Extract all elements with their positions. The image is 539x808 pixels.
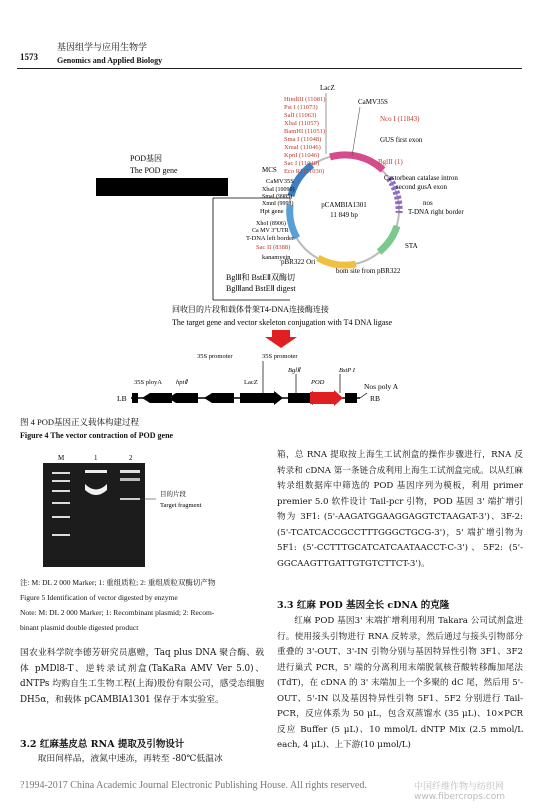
lane-2-label: 2 — [129, 454, 133, 462]
plasmid-sta-segment — [379, 226, 397, 252]
pod-gene-block — [96, 178, 228, 196]
plasmid-size: 11 849 bp — [330, 211, 358, 219]
figure4-caption-cn: 图 4 POD基因正义载体构建过程 — [20, 417, 140, 427]
enzyme-10: Eco RI (11030) — [284, 168, 325, 175]
plasmid-mcs-segment — [330, 155, 383, 170]
target-fragment-cn: 目的片段 — [160, 491, 186, 498]
lane2-band-top — [120, 470, 140, 473]
digest-label-en: BglⅡand BstEⅡ digest — [226, 284, 296, 293]
xhoi-label: XhoI (8906) — [256, 221, 286, 227]
copyright-footer: ?1994-2017 China Academic Journal Electronic Publishing House. All rights reserved. — [20, 780, 367, 791]
page-number: 1573 — [20, 52, 38, 62]
figure5-notes — [20, 575, 270, 635]
enzyme-3: SalI (11063) — [284, 112, 317, 119]
left-paragraph-2: 取田间样品，液氮中速冻，再转至 -80℃低温冰 — [37, 754, 223, 764]
lin-35s-a: 35S promoter — [197, 353, 233, 360]
figure5-caption-en: Figure 5 Identification of vector digested by enzyme — [20, 593, 178, 602]
figure5-note-en-1: Note: M: DL 2 000 Marker; 1: Recombinant plasmid; 2: Recom- — [20, 608, 215, 617]
journal-title-cn: 基因组学与应用生物学 — [57, 43, 148, 53]
pod-gene-label-en: The POD gene — [130, 166, 178, 175]
pod-gene-label-cn: POD基因 — [130, 154, 163, 163]
lin-lacz: LacZ — [244, 379, 258, 386]
lin-rb: RB — [370, 394, 381, 403]
enzyme-1: HindIII (11081) — [284, 96, 326, 103]
xbai-low-label: XbaI (10090) — [262, 187, 295, 193]
lin-pod: POD — [311, 379, 325, 386]
target-fragment-en: Target fragment — [160, 502, 202, 509]
enzyme-8: KpnI (11046) — [284, 152, 320, 159]
lin-bglii: BglⅡ — [288, 367, 301, 374]
plasmid-ori-segment — [318, 258, 356, 265]
enzyme-7: XmaI (11046) — [284, 144, 321, 151]
figure5-note-cn: 注: M: DL 2 000 Marker; 1: 重组质粒; 2: 重组质粒双酶切产物 — [20, 578, 216, 587]
enzyme-9: Sac I (11040) — [284, 160, 320, 167]
smai-label: SmaI (9985) — [262, 194, 293, 200]
pod-insert-block — [310, 392, 334, 404]
camv35s-top-label: CaMV35S — [358, 98, 388, 106]
right-paragraph-1: 箱，总 RNA 提取按上海生工试剂盒的操作步骤进行，RNA 反转录和 cDNA 第一条链合成利用上海生工试剂盒完成。以从红麻转录组数据库中筛选的 POD 基因序列为模板，利用 primer premier 5.0 软件设计 Tail-pcr 引物，POD 基因 3' 端扩增引物为 3F1: (5'-AAGATGGAAGGAGGTCTAAGAT-3')、3F-2: (5'-TCATCACCGCCTTTGGGCTGCG-3')，5' 端扩增引物为 5F1: (5'-CCTTTGCATCATCAATAACCT-C-3')、5F2: (5'-GGCAAGTTGATTGTGTCTTCT-3')。 — [277, 450, 523, 569]
header-rule — [17, 68, 522, 69]
digest-label-cn: BglⅡ和 BstEⅡ双酶切 — [226, 273, 295, 282]
lin-polya: 35S ployA — [134, 379, 162, 386]
enzyme-4: XbaI (11057) — [284, 120, 319, 127]
figure4-diagram — [0, 70, 539, 410]
right-paragraph-2: 红麻 POD 基因3' 末端扩增利用利用 Takara 公司试剂盒进行。使用接头引物进行 RNA 反转录，然后通过与接头引物部分重叠的 3'-OUT、3'-IN 引物分别与基因特异性引物 3F1、3F2 进行巢式 PCR，5' 端的分离利用末端脱氧核苷酸转移酶加尾法(TdT)，在 cDNA 的 3' 末端加上一个多聚的 dC 尾，然后用 5'-OUT、5'-IN 以及基因特异性引物 5F1、5F2 分别进行 Tail-PCR，反应体系为 50 μL，包含双蒸馏水 (35 μL)、10×PCR 反应 Buffer (5 μL)、10 mmol/L dNTP Mix (2.5 mmol/L each, 4 μL)、上下游(10 μmol/L) — [277, 616, 523, 750]
lane-1-label: 1 — [94, 454, 98, 462]
tdna-right-label: T-DNA right border — [408, 208, 464, 216]
figure4-caption-en: Figure 4 The vector contraction of POD gene — [20, 431, 174, 440]
left-paragraph: 国农业科学院李德芳研究员惠赠，Taq plus DNA 聚合酶、载体 pMDl8-T、逆转录试剂盒(TaKaRa AMV Ver 5.0)、dNTPs 均购自生工生物工程(上海)股份有限公司，感受态细胞 DH5α，和载体 pCAMBIA1301 保存于本实验室。 — [20, 648, 264, 705]
sta-label: STA — [405, 242, 418, 250]
lane2-band-mid — [120, 478, 140, 481]
nos-label: nos — [423, 199, 433, 207]
figure5-note-en-2: binant plasmid double digested product — [20, 623, 139, 632]
pbr322-label: pBR322 Ori — [281, 258, 316, 266]
nco-label: Nco I (11843) — [380, 115, 420, 123]
lin-nos: Nos poly A — [364, 382, 399, 391]
lane-m-label: M — [58, 454, 65, 462]
castorbean-label: Castorbean catalase intron — [384, 174, 458, 182]
gus-first-exon-label: GUS first exon — [380, 136, 423, 144]
lin-hpt: hptⅡ — [176, 379, 188, 386]
enzyme-6: Sma I (11048) — [284, 136, 322, 143]
xmni-label: XmnI (9993) — [262, 201, 294, 207]
second-gus-label: second gusA exon — [396, 183, 447, 191]
sac-label: Sac II (8388) — [256, 244, 291, 251]
bom-label: bom site from pBR322 — [336, 267, 401, 275]
red-down-arrow — [265, 330, 297, 348]
hpt-gene-label: Hpt gene — [260, 208, 284, 215]
mcs-label: MCS — [262, 166, 277, 174]
lane1-band-top — [85, 470, 107, 473]
section-3-2-heading: 3.2 红麻基皮总 RNA 提取及引物设计 — [20, 739, 185, 750]
camv35s-low-label: CaMV35S — [266, 178, 294, 185]
kanamycin-label: kanamyein — [262, 254, 291, 261]
journal-title-en: Genomics and Applied Biology — [57, 56, 163, 65]
enzyme-2: Pst I (11073) — [284, 104, 318, 111]
camv3utr-label: Ca MV 3"UTR — [252, 228, 289, 234]
lin-35s-b: 35S promoter — [262, 353, 298, 360]
watermark: 中国纤维作物与纺织网 www.fibercrops.com — [414, 782, 505, 802]
ligase-label-en: The target gene and vector skeleton conjugation with T4 DNA ligase — [172, 318, 393, 327]
lacz-top-label: LacZ — [320, 84, 335, 92]
section-3-3-heading: 3.3 红麻 POD 基因全长 cDNA 的克隆 — [277, 600, 450, 611]
tdna-left-label: T-DNA left border — [246, 235, 295, 242]
enzyme-5: BamHI (11051) — [284, 128, 326, 135]
figure5-gel — [36, 450, 270, 570]
ligase-label-cn: 回收目的片段和载体骨架T4-DNA连接酶连接 — [172, 305, 329, 314]
lane2-band-target — [120, 498, 140, 500]
lin-lb: LB — [117, 394, 127, 403]
enzyme-list — [284, 96, 325, 175]
lin-bstp: BstP I — [339, 367, 355, 374]
plasmid-name: pCAMBIA1301 — [321, 201, 367, 209]
bglii-right-label: BglII (1) — [378, 158, 403, 166]
plasmid-kan-segment — [290, 205, 297, 238]
